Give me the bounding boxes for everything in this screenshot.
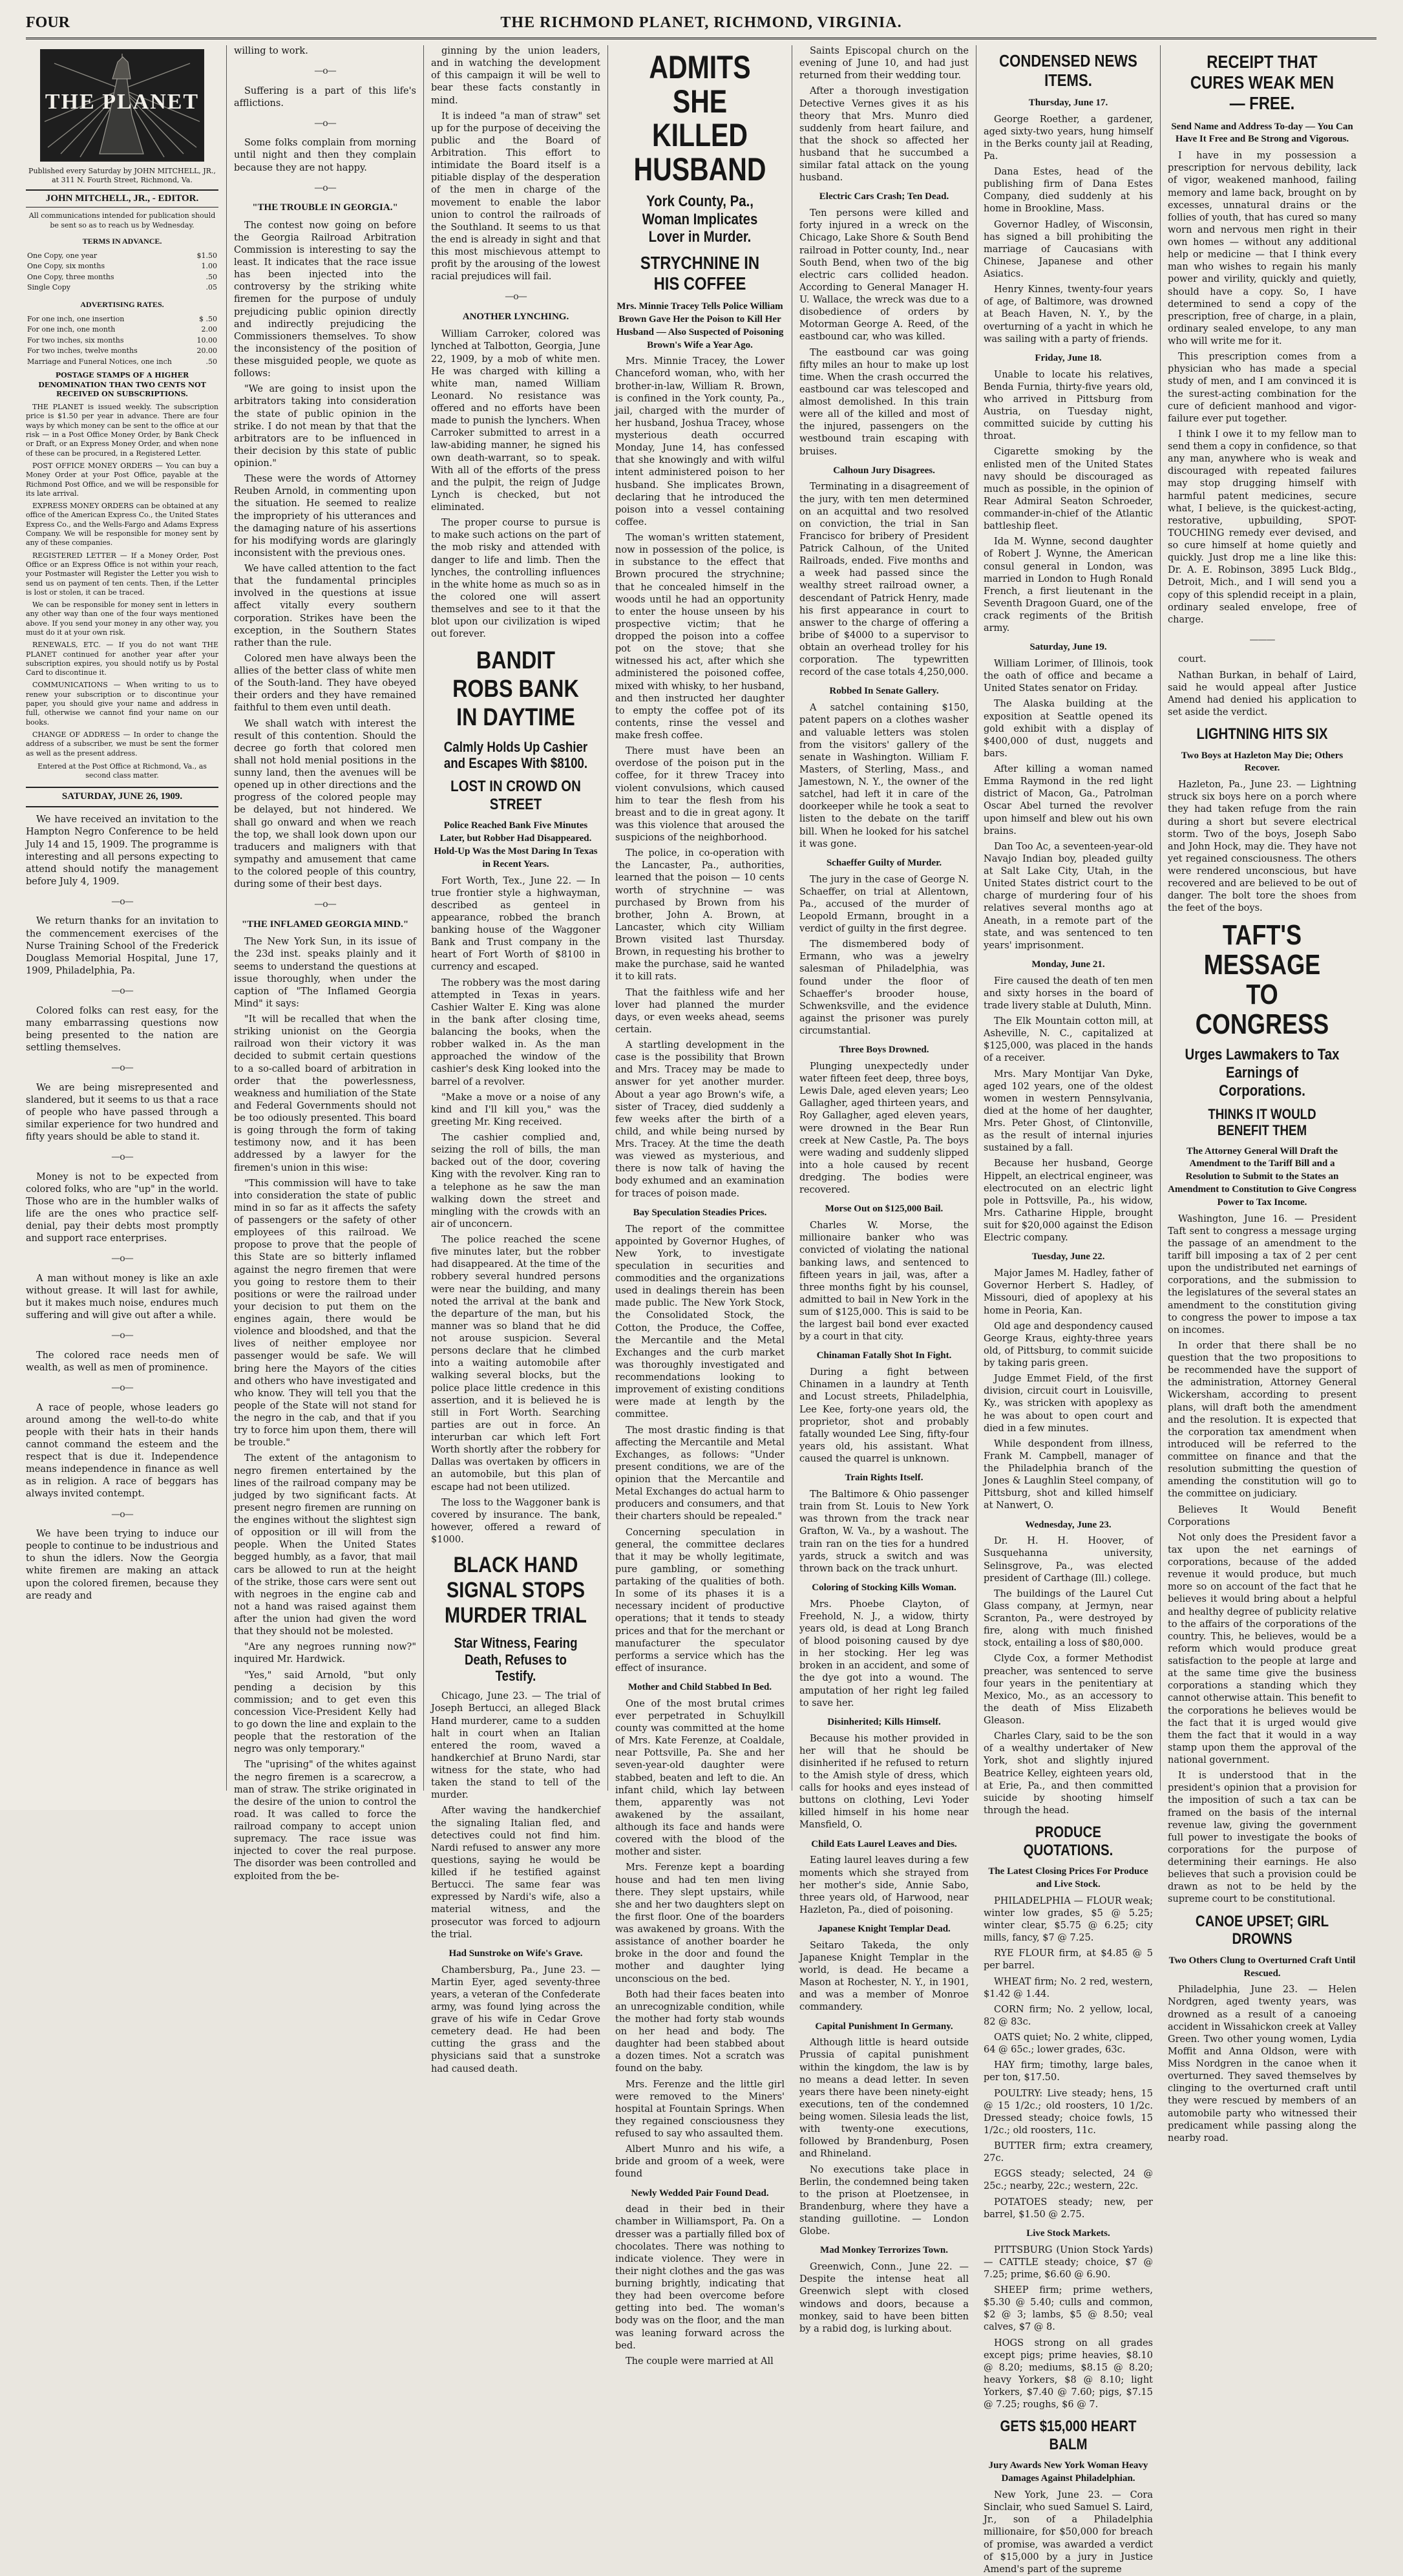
paragraph: POULTRY: Live steady; hens, 15 @ 15 1/2c.; old roosters, 10 1/2c. Dressed steady; choice fowls, 15 1/2c.; old roosters, 11c. (984, 2088, 1153, 2136)
paragraph: Dan Too Ac, a seventeen-year-old Navajo Indian boy, pleaded guilty at Salt Lake City, Utah, in the United States district court to the charge of murdering four of his relatives several months ago at Aneath, in a remote part of the state, and was sentenced to ten years' imprisonment. (984, 841, 1153, 951)
paragraph: Unable to locate his relatives, Benda Furnia, thirty-five years old, who arrived in Pittsburg from Austria, on Tuesday night, committed suicide by cutting his throat. (984, 369, 1153, 442)
paragraph: The woman's written statement, now in possession of the police, is in substance to the effect that Brown procured the strychnine; that he concealed himself in the woods until he had an opportunity to enter the house unseen by his prospective victim; that he dropped the poison into a coffee pot on the stove; that she witnessed his act, after which she administered the poisoned coffee, mixed with whisky, to her husband, and then instructed her daughter to empty the coffee pot of its contents, rinse the vessel and make fresh coffee. (615, 533, 785, 741)
rate-price: 2.00 (201, 325, 217, 334)
article-headline: "THE INFLAMED GEORGIA MIND." (241, 919, 409, 930)
paragraph: Fort Worth, Tex., June 22. — In true frontier style a highwayman, described as genteel in appearance, robbed the branch banking house of the Waggoner Bank and Trust company in the heart of Fort Worth of $8100 in currency and escaped. (431, 875, 600, 973)
article-subhead: Calmly Holds Up Cashier and Escapes With $8100. (443, 738, 588, 771)
paragraph: After waving the handkerchief the signaling Italian fled, and detectives could not find him. Nardi refused to answer any more questions, saying he would be killed if he testified against Bertucci. The same fear was expressed by Nardi's wife, also a material witness, and the prosecutor was forced to adjourn the trial. (431, 1805, 600, 1940)
paragraph: RYE FLOUR firm, at $4.85 @ 5 per barrel. (984, 1948, 1153, 1972)
paragraph: Judge Emmet Field, of the first division, circuit court in Louisville, Ky., was stricken with apoplexy as he was about to open court and died in a few minutes. (984, 1374, 1153, 1434)
terms-table (26, 251, 218, 293)
article-body (799, 1733, 969, 1832)
rate-price: $1.50 (196, 251, 217, 260)
divider: —o— (314, 118, 336, 129)
article-subhead: STRYCHNINE IN HIS COFFEE (640, 252, 760, 293)
paragraph: The loss to the Waggoner bank is covered by insurance. The bank, however, offered a reward of $1000. (431, 1497, 600, 1545)
paragraph: Plunging unexpectedly under water fifteen feet deep, three boys, Lewis Dale, aged eleven years; Leo Gallagher, aged thirteen years, and Roy Gallagher, aged eleven years, were drowned in the Bear Run creek at New Castle, Pa. The boys were wading and suddenly slipped into a hole caused by recent dredging. The bodies were recovered. (799, 1061, 969, 1196)
paper-title: THE RICHMOND PLANET, RICHMOND, VIRGINIA. (500, 14, 902, 31)
article-body (984, 658, 1153, 952)
article-body (799, 1855, 969, 1917)
article-body (984, 1895, 1153, 2221)
paragraph: Philadelphia, June 23. — Helen Nordgren, aged twenty years, was drowned as a result of a canoeing accident in Wissahickon creek at Valley Green. Two other young women, Lydia Moffit and Anna Oldson, were with Miss Nordgren in the canoe when it overturned. They saved themselves by clinging to the overturned craft until they were rescued by members of an automobile party who witnessed their predicament while passing along the nearby road. (1168, 1985, 1356, 2144)
paragraph: Both had their faces beaten into an unrecognizable condition, while the mother had forty stab wounds on her head and body. The daughter had been stabbed about a dozen times. Not a scratch was found on the baby. (615, 1989, 785, 2074)
paragraph: Ida M. Wynne, second daughter of Robert J. Wynne, the American consul general in London, was married in London to Hugh Ronald French, a first lieutenant in the Seventh Dragoon Guard, one of the crack regiments of the British army. (984, 537, 1153, 634)
article-body (431, 328, 600, 641)
paragraph: COMMUNICATIONS — When writing to us to renew your subscription or to discontinue your paper, you should give your name and address in full, otherwise we cannot find your name on our books. (26, 681, 218, 727)
editorial-paragraphs (26, 814, 218, 1602)
paragraph: We have called attention to the fact that the fundamental principles involved in the questions at issue affect vitally every southern corporation. Strikes have been the exception, in the Southern States rather than the rule. (234, 564, 416, 648)
paragraph: HAY firm; timothy, large bales, per ton, $17.50. (984, 2060, 1153, 2083)
table-row (26, 314, 218, 325)
paragraph: The eastbound car was going fifty miles an hour to make up lost time. When the crash occurred the eastbound car was telescoped and almost demolished. In this train were all of the killed and most of the injured, passengers on the westbound train escaping with bruises. (799, 347, 969, 457)
article-body (984, 1268, 1153, 1512)
article-headline: Three Boys Drowned. (839, 1045, 929, 1056)
article-body (799, 702, 969, 851)
paragraph: Because his mother provided in her will that he should be disinherited if he refused to return to the Amish style of dress, which calls for hooks and eyes instead of buttons on clothing, Levi Yoder killed himself in his home near Mansfield, O. (799, 1733, 969, 1831)
table-row (26, 335, 218, 346)
paragraph: Charles W. Morse, the millionaire banker who was convicted of violating the national banking laws, and sentenced to fifteen years in jail, was, after a three months fight by his counsel, admitted to bail in New York in the sum of $125,000. This is said to be the largest bail bond ever exacted by a court in that city. (799, 1220, 969, 1343)
paragraph: The cashier complied and, seizing the roll of bills, the man backed out of the door, covering King with the revolver. King ran to a telephone as he saw the man walking down the street and mingling with the crowds with an air of unconcern. (431, 1133, 600, 1229)
editor-line: JOHN MITCHELL, JR., - EDITOR. (26, 189, 218, 208)
divider: —o— (314, 899, 336, 910)
article-body (799, 2037, 969, 2238)
article-headline: PRODUCE QUOTATIONS. (1023, 1824, 1113, 1859)
article-headline: Newly Wedded Pair Found Dead. (631, 2187, 769, 2198)
article-subhead: Two Others Clung to Overturned Craft Until Rescued. (1168, 1955, 1356, 1979)
paragraph: SHEEP firm; prime wethers, $5.30 @ 5.40; culls and common, $2 @ 3; lambs, $5 @ 8.50; veal calves, $7 @ 8. (984, 2285, 1153, 2333)
paragraph: CORN firm; No. 2 yellow, local, 82 @ 83c. (984, 2004, 1153, 2027)
article-body (1168, 654, 1356, 719)
column-5 (799, 45, 969, 2334)
logo-text: THE PLANET (45, 90, 200, 114)
paragraph: George Roether, a gardener, aged sixty-two years, hung himself in the Berks county jail at Reading, Pa. (984, 114, 1153, 162)
paragraph: During a fight between Chinamen in a laundry at Tenth and Locust streets, Philadelphia, Lee Kee, forty-one years old, the proprietor, shot and probably fatally wounded Lee Sing, fifty-four years old, his assistant. What caused the quarrel is unknown. (799, 1367, 969, 1465)
paragraph: The extent of the antagonism to negro firemen entertained by the lines of the railroad company may be judged by two significant facts. At present negro firemen are running on the engines without the slightest sign of opposition or ill will from the people. When the United States begged humbly, as a favor, that mail cars be allowed to run at the height of the strike, those cars were sent out with negroes in the engine cab and not a hand was raised against them after the union had given the word that they should not be molested. (234, 1453, 416, 1637)
article-body (1168, 779, 1356, 915)
article-headline: Mad Monkey Terrorizes Town. (819, 2245, 949, 2256)
paragraph: A race of people, whose leaders go around among the well-to-do white people with their hats in their hands cannot command the esteem and the respect that is due it. Independence means independence in finance as well as in religion. A race of beggars has always invited contempt. (26, 1402, 218, 1500)
paragraph: REGISTERED LETTER — If a Money Order, Post Office or an Express Office is not within your reach, your Postmaster will Register the Letter you wish to send us on payment of ten cents. Then, if the Letter is lost or stolen, it can be traced. (26, 551, 218, 597)
paragraph: The Alaska building at the exposition at Seattle opened its gold exhibit with a display of $400,000 of dust, nuggets and bars. (984, 699, 1153, 759)
paragraph: POST OFFICE MONEY ORDERS — You can buy a Money Order at your Post Office, payable at the Richmond Post Office, and we will be responsible for its late arrival. (26, 461, 218, 498)
article-headline: Coloring of Stocking Kills Woman. (812, 1582, 956, 1593)
paragraph: The buildings of the Laurel Cut Glass company, at Jermyn, near Scranton, Pa., were destroyed by fire, along with much finished stock, entailing a loss of $80,000. (984, 1588, 1153, 1649)
divider: —o— (111, 1063, 133, 1074)
paragraph: Cigarette smoking by the enlisted men of the United States navy should be discouraged as much as possible, in the opinion of Rear Admiral Seaton Schroeder, commander-in-chief of the Atlantic battleship fleet. (984, 447, 1153, 532)
article-subhead: Jury Awards New York Woman Heavy Damages Against Philadelphian. (988, 2460, 1148, 2484)
paragraph: Seitaro Takeda, the only Japanese Knight Templar in the world, is dead. He became a Mason at Rochester, N. Y., in 1901, and was a member of Monroe commandery. (799, 1940, 969, 2013)
paragraph: The Baltimore & Ohio passenger train from St. Louis to New York was thrown from the track near Grafton, W. Va., by a washout. The train ran on the ties for a hundred yards, struck a switch and was thrown back on the track unhurt. (799, 1489, 969, 1574)
article-body (431, 1964, 600, 2076)
paragraph: I have in my possession a prescription for nervous debility, lack of vigor, weakened manhood, failing memory and lame back, brought on by excesses, unnatural drains or the follies of youth, that has cured so many worn and nervous men right in their own homes — without any additional help or medicine — that I think every man who wishes to regain his manly power and virility, quickly and quietly, should have a copy. So, I have determined to send a copy of the prescription, free of charge, in a plain, ordinary sealed envelope, to any man who will write me for it. (1168, 151, 1356, 347)
table-row (26, 325, 218, 335)
column-3 (431, 45, 600, 2074)
article-headline: Morse Out on $125,000 Bail. (825, 1204, 944, 1215)
column-rule (1160, 45, 1161, 1791)
article-subhead: Star Witness, Fearing Death, Refuses to Testify. (454, 1635, 578, 1684)
paragraph: Mrs. Phoebe Clayton, of Freehold, N. J., a widow, thirty years old, is dead at Long Branch of blood poisoning caused by dye in her stocking. Her leg was broken in an accident, and some of the dye got into a wound. The amputation of her right leg failed to save her. (799, 1599, 969, 1708)
article-body (984, 2244, 1153, 2412)
paragraph: Washington, June 16. — President Taft sent to congress a message urging the passage of an amendment to the tariff bill imposing a tax of 2 per cent upon the undistributed net earnings of corporations, and the submission to the legislatures of the several states an amendment to the constitution giving to congress the power to impose a tax on incomes. (1168, 1213, 1356, 1336)
paragraph: Saints Episcopal church on the evening of June 10, and had just returned from their wedding tour. (799, 46, 969, 81)
paragraph: The New York Sun, in its issue of the 23d inst. speaks plainly and it seems to understand the questions at issue thoroughly, when under the caption of "The Inflamed Georgia Mind" it says: (234, 937, 416, 1009)
paragraph: The robbery was the most daring attempted in Texas in years. Cashier Walter E. King was alone in the bank after closing time, balancing the books, when the robber walked in. As the man approached the window of the cashier's desk King looked into the barrel of a revolver. (431, 977, 600, 1087)
paragraph: In order that there shall be no question that the two propositions to be recommended have the support of the administration, Attorney General Wickersham, according to present plans, will draft both the amendment and the resolution. It is expected that the corporation tax amendment when introduced will be referred to the committee on finance and that the resolution submitting the question of amending the constitution will go to the committee on judiciary. (1168, 1340, 1356, 1500)
column-7 (1168, 45, 1356, 2144)
divider: —o— (111, 1383, 133, 1394)
rate-label: One Copy, three months (27, 272, 114, 281)
column-1 (26, 45, 218, 1797)
day-heading: Friday, June 18. (1035, 352, 1102, 363)
paragraph: Money is not to be expected from colored folks, who are "up" in the world. Those who are in the humbler walks of life are the ones who practice self-denial, pay their debts most promptly and support race enterprises. (26, 1171, 218, 1244)
paragraph: RENEWALS, ETC. — If you do not want THE PLANET continued for another year after your subscription expires, you should notify us by Postal Card to discontinue it. (26, 641, 218, 677)
paragraph: court. (1178, 654, 1207, 665)
day-heading: Saturday, June 19. (1029, 642, 1107, 653)
article-headline: Had Sunstroke on Wife's Grave. (448, 1948, 583, 1959)
paragraph: EGGS steady; selected, 24 @ 25c.; nearby, 22c.; western, 22c. (984, 2169, 1153, 2192)
article-body (799, 1061, 969, 1197)
rate-price: .50 (206, 357, 217, 366)
article-headline: Schaeffer Guilty of Murder. (826, 857, 942, 868)
day-heading: Thursday, June 17. (1028, 97, 1108, 108)
article-deck: The Attorney General Will Draft the Amendment to the Tariff Bill and a Resolution to Submit to the States an Amendment to Constitution to Give Congress Power to Tax Income. (1168, 1145, 1356, 1208)
paragraph: One of the most brutal crimes ever perpetrated in Schuylkill county was committed at the home of Mrs. Kate Ferenze, at Coaldale, near Pottsville, Pa. She and her seven-year-old daughter were stabbed, beaten and left to die. An infant child, which lay between them, apparently was not awakened by the assailant, although its face and hands were covered with the blood of the mother and sister. (615, 1698, 785, 1858)
paragraph: BUTTER firm; extra creamery, 27c. (984, 2141, 1153, 2164)
paragraph: There must have been an overdose of the poison put in the coffee, for it threw Tracey into violent convulsions, which caused him to tear the flesh from his breast and to die in great agony. It was this violence that aroused the suspicions of the neighborhood. (615, 746, 785, 844)
article-headline: Mother and Child Stabbed In Bed. (628, 1682, 772, 1693)
paragraph: Concerning speculation in general, the committee declares that it may be wholly legitimate, pure gambling, or something partaking of the qualities of both. In some of its phases it is a necessary incident of productive operations; that it tends to steady prices and that for the merchant or manufacturer the speculator performs a service which has the effect of insurance. (615, 1527, 785, 1674)
divider: —o— (111, 1330, 133, 1341)
article-body (615, 2204, 785, 2368)
paragraph: PHILADELPHIA — FLOUR weak; winter low grades, $5 @ 5.25; winter clear, $5.75 @ 6.25; city mills, fancy, $7 @ 7.25. (984, 1895, 1153, 1944)
article-subhead: York County, Pa., Woman Implicates Lover in Murder. (642, 193, 758, 246)
article-headline: Child Eats Laurel Leaves and Dies. (811, 1838, 957, 1849)
paragraph: Dana Estes, head of the publishing firm of Dana Estes Company, died suddenly at his home in Brookline, Mass. (984, 167, 1153, 215)
article-headline: TAFT'S MESSAGE TO CONGRESS (1195, 919, 1329, 1041)
paragraph: Not only does the President favor a tax upon the net earnings of corporations, because of the added revenue it would produce, but much more so on account of the fact that he believes it would bring about a helpful and healthy degree of publicity relative to the affairs of the corporations of the country. This, he believes, would be a reform which would produce great satisfaction to the people at large and at the same time give the business corporations a standing which they cannot otherwise attain. This benefit to the corporations he believes would be the fact that it is urged would give them the fact that it would in a way stamp upon them the approval of the national government. (1168, 1532, 1356, 1766)
article-headline: RECEIPT THAT CURES WEAK MEN — FREE. (1190, 52, 1334, 114)
paragraph: Believes It Would Benefit Corporations (1168, 1504, 1356, 1528)
paragraph: After killing a woman named Emma Raymond in the red light district of Macon, Ga., Patrolman Oscar Abel turned the revolver upon himself and blew out his own brains. (984, 764, 1153, 836)
paragraph: The report of the committee appointed by Governor Hughes, of New York, to investigate speculation in securities and commodities and the organizations used in dealings therein has been made public. The New York Stock, the Consolidated Stock, the Cotton, the Produce, the Coffee, the Mercantile and the Metal Exchanges and the curb market was thoroughly investigated and recommendations looking to improvement of existing conditions were made at length by the committee. (615, 1224, 785, 1420)
article-headline: Chinaman Fatally Shot In Fight. (816, 1350, 952, 1361)
terms-title: TERMS IN ADVANCE. (82, 236, 162, 246)
article-body (799, 1489, 969, 1575)
paragraph: Old age and despondency caused George Kraus, eighty-three years old, of Pittsburg, to commit suicide by taking paris green. (984, 1321, 1153, 1369)
paragraph: Colored men have always been the allies of the better class of white men of the South-land. They have obeyed their orders and they have remained faithful to them even until death. (234, 653, 416, 714)
article-subhead: LOST IN CROWD ON STREET (450, 778, 581, 813)
rate-price: 10.00 (196, 335, 217, 345)
article-headline: CONDENSED NEWS ITEMS. (999, 51, 1137, 90)
adv-title: ADVERTISING RATES. (80, 299, 164, 309)
paragraph: We return thanks for an invitation to the commencement exercises of the Nurse Training School of the Frederick Douglass Memorial Hospital, June 17, 1909, Philadelphia, Pa. (26, 916, 218, 976)
rate-label: For one inch, one month (27, 325, 116, 334)
paragraph: "It will be recalled that when the striking unionist on the Georgia railroad won their victory it was decided to submit certain questions to a so-called board of arbitration in order that the powerlessness, weakness and humiliation of the State and Federal Governments should not be too odiously presented. This board is going through the form of taking testimony now, and it has been addressed by a lawyer for the firemen's union in this wise: (234, 1014, 416, 1173)
article-body (984, 2489, 1153, 2576)
rate-price: $ .50 (199, 314, 217, 323)
paragraph: Terminating in a disagreement of the jury, with ten men determined on an acquittal and two resolved on conviction, the trial in San Francisco for bribery of President Patrick Calhoun, of the United Railroads, ended. Five months and a week had passed since the wealthy street railroad owner, a descendant of Patrick Henry, made his first appearance in court to answer to the charge of offering a bribe of $4000 to a supervisor to obtain an overhead trolley for his corporation. The typewritten record of the case totals 4,250,000. (799, 482, 969, 678)
short-items (234, 85, 416, 175)
paragraph: ginning by the union leaders, and in watching the development of this campaign it will be well to bear these facts constantly in mind. (431, 46, 600, 106)
paragraph: That the faithless wife and her lover had planned the murder days, or even weeks ahead, seems certain. (615, 987, 785, 1035)
rate-price: .05 (206, 283, 217, 292)
paragraph: Nathan Burkan, in behalf of Laird, said he would appeal after Justice Amend had denied his application to set aside the verdict. (1168, 670, 1356, 718)
paragraph: CHANGE OF ADDRESS — In order to change the address of a subscriber, we must be sent the former as well as the present address. (26, 730, 218, 758)
paragraph: Charles Clary, said to be the son of a wealthy undertaker of New York, shot and slightly injured Beatrice Kelley, eighteen years old, at Erie, Pa., and then committed suicide by shooting himself through the head. (984, 1731, 1153, 1816)
paragraph: Suffering is a part of this life's afflictions. (234, 85, 416, 109)
paragraph: While despondent from illness, Frank M. Campbell, manager of the Philadelphia branch of the Jones & Laughlin Steel company, of Pittsburg, shot and killed himself at Nanwert, O. (984, 1438, 1153, 1511)
article-body (799, 481, 969, 679)
paragraph: A startling development in the case is the possibility that Brown and Mrs. Tracey may be made to answer for yet another murder. About a year ago Brown's wife, a sister of Tracey, died suddenly a few weeks after the birth of a child, and while being nursed by Mrs. Tracey. At the time the death was viewed as mysterious, and there is now talk of having the body exhumed and an examination for traces of poison made. (615, 1040, 785, 1199)
paragraph: HOGS strong on all grades except pigs; prime heavies, $8.10 @ 8.20; mediums, $8.15 @ 8.20; heavy Yorkers, $8 @ 8.10; light Yorkers, $7.40 @ 7.60; pigs, $7.15 @ 7.25; roughs, $6 @ 7. (984, 2337, 1153, 2411)
paragraph: Albert Munro and his wife, a bride and groom of a week, were found (615, 2144, 785, 2180)
paragraph: We are being misrepresented and slandered, but it seems to us that a race of people who have passed through a similar experience for two hundred and fifty years should be able to stand it. (26, 1082, 218, 1143)
article-headline: ANOTHER LYNCHING. (462, 311, 569, 322)
paragraph: The police, in co-operation with the Lancaster, Pa., authorities, learned that the poison — 10 cents worth of strychnine — was purchased by Brown from his brother, John A. Brown, at Lancaster, which city William Brown visited last Thursday. Brown, in requesting his brother to make the purchase, said he wanted it to kill rats. (615, 848, 785, 983)
paragraph: The Elk Mountain cotton mill, at Asheville, N. C., capitalized at $125,000, was placed in the hands of a receiver. (984, 1016, 1153, 1064)
paragraph: Dr. H. H. Hoover, of Susquehanna university, Selinsgrove, Pa., was elected president of Carthage (Ill.) college. (984, 1536, 1153, 1584)
paragraph: Mrs. Ferenze kept a boarding house and had ten men living there. They slept upstairs, while she and her two daughters slept on the first floor. One of the boarders was awakened by groans. With the assistance of another boarder he broke in the door and found the mother and daughter lying unconscious on the bed. (615, 1862, 785, 1985)
entered-note: Entered at the Post Office at Richmond, Va., as second class matter. (37, 761, 207, 780)
article-body (984, 1535, 1153, 1817)
paragraph: The most drastic finding is that affecting the Mercantile and Metal Exchanges, as follows: "Under present conditions, we are of the opinion that the Mercantile and Metal Exchanges do actual harm to producers and consumers, and that their charters should be repealed." (615, 1425, 785, 1522)
column-rule (226, 45, 227, 1791)
paragraph: Chicago, June 23. — The trial of Joseph Bertucci, an alleged Black Hand murderer, came to a sudden halt in court when an Italian entered the room, waved a handkerchief at Bruno Nardi, star witness for the state, who had taken the stand to tell of the murder. (431, 1691, 600, 1801)
paragraph: The jury in the case of George N. Schaeffer, on trial at Allentown, Pa., accused of the murder of Leopold Ermann, brought in a verdict of guilty in the first degree. (799, 874, 969, 935)
article-headline: Calhoun Jury Disagrees. (833, 465, 935, 476)
rate-label: One Copy, one year (27, 251, 98, 260)
paragraph: "We are going to insist upon the arbitrators taking into consideration the state of public opinion in the strike. I do not mean by that that the arbitrators are to be influenced in their decision by this state of public opinion." (234, 384, 416, 469)
column-2 (234, 45, 416, 1882)
article-headline: Robbed In Senate Gallery. (829, 686, 939, 697)
paragraph: The police reached the scene five minutes later, but the robber had disappeared. At the time of the robbery several hundred persons were near the building, and many noted the arrival at the bank and the departure of the man, but his manner was so bland that he did not arouse suspicion. Several persons declare that he climbed into a waiting automobile after walking several blocks, but the police place little credence in this assertion, and it is believed he is still in Fort Worth. Searching parties are out in force. An interurban car which left Fort Worth shortly after the robbery for Dallas was overtaken by officers in an automobile, but this plan of escape had not been utilized. (431, 1235, 600, 1493)
article-headline: GETS $15,000 HEART BALM (1000, 2418, 1137, 2453)
article-subhead: Urges Lawmakers to Tax Earnings of Corporations. (1185, 1046, 1340, 1100)
paragraph: Governor Hadley, of Wisconsin, has signed a bill prohibiting the marriage of Caucasians with Chinese, Japanese and other Asiatics. (984, 219, 1153, 280)
paragraph: Clyde Cox, a former Methodist preacher, was sentenced to serve four years in the penitentiary at Mexico, Mo., as an accessory to the death of Miss Elizabeth Gleason. (984, 1654, 1153, 1727)
paragraph: THE PLANET is issued weekly. The subscription price is $1.50 per year in advance. There are four ways by which money can be sent to the office at our risk — in a Post Office Money Order, by Bank Check or Draft, or an Express Money Order, and when none of these can be procured, in a Registered Letter. (26, 403, 218, 458)
paragraph: "Yes," said Arnold, "but only pending a decision by this commission; and to get even this concession Vice-President Kelly had to go down the line and explain to the people that the restoration of the negro was only temporary." (234, 1670, 416, 1755)
masthead (26, 12, 1377, 39)
article-body (799, 2261, 969, 2336)
subscription-notices (26, 403, 218, 758)
paragraph: PITTSBURG (Union Stock Yards) — CATTLE steady; choice, $7 @ 7.25; prime, $6.60 @ 6.90. (984, 2244, 1153, 2280)
page-number: FOUR (26, 14, 70, 31)
article-headline: Train Rights Itself. (845, 1473, 923, 1484)
article-body (799, 208, 969, 458)
paragraph: The proper course to pursue is to make such actions on the part of the mob risky and attended with danger to life and limb. Then the lynches, the controlling influences in the white home as much so as in the colored one will assert themselves and see to it that the blot upon our civilization is wiped out forever. (431, 518, 600, 640)
article-body (1168, 150, 1356, 626)
paragraph: Mrs. Minnie Tracey, the Lower Chanceford woman, who, with her brother-in-law, William R. Brown, is confined in the York county, Pa., jail, charged with the murder of her husband, Joshua Tracey, whose mysterious death occurred Monday, June 14, has confessed that she knowingly and with wilful intent administered poison to her husband. She implicates Brown, declaring that he introduced the poison into a vessel containing coffee. (615, 356, 785, 527)
article-headline: CANOE UPSET; GIRL DROWNS (1195, 1912, 1329, 1948)
paragraph: I think I owe it to my fellow man to send them a copy in confidence, so that any man, anywhere who is weak and discouraged with repeated failures may stop drugging himself with harmful patent medicines, secure what, I believe, is the quickest-acting, restorative, upbuilding, SPOT-TOUCHING remedy ever devised, and so cure himself at home quietly and quickly. Just drop me a line like this: Dr. A. E. Robinson, 3895 Luck Bldg., Detroit, Mich., and I will send you a copy of this splendid receipt in a plain, ordinary sealed envelope, free of charge. (1168, 429, 1356, 625)
divider: —o— (111, 1509, 133, 1520)
article-subhead: Send Name and Address To-day — You Can Have It Free and Be Strong and Vigorous. (1171, 121, 1353, 145)
paragraph: Greenwich, Conn., June 22. — Despite the intense heat all Greenwich slept with closed windows and doors, because a monkey, said to have been bitten by a rabid dog, is lurking about. (799, 2262, 969, 2334)
table-row (26, 272, 218, 283)
paragraph: No executions take place in Berlin, the condemned being taken to the prison at Ploetzensee, in Brandenburg, where they have a standing guillotine. — London Globe. (799, 2164, 969, 2237)
paragraph: Some folks complain from morning until night and then they complain because they are not happy. (234, 138, 416, 173)
divider: —o— (111, 897, 133, 907)
paragraph: Chambersburg, Pa., June 23. — Martin Eyer, aged seventy-three years, a veteran of the Confederate army, was found lying across the grave of his wife in Cedar Grove cemetery dead. He had been cutting the grass and the physicians said that a sunstroke had caused death. (431, 1964, 600, 2074)
article-headline: "THE TROUBLE IN GEORGIA." (252, 202, 398, 213)
table-row (26, 251, 218, 262)
article-body (1168, 1984, 1356, 2145)
article-body (615, 356, 785, 1200)
article-body (799, 1599, 969, 1710)
article-body (234, 936, 416, 1882)
paragraph: We have received an invitation to the Hampton Negro Conference to be held July 14 and 15, 1909. The programme is interesting and all persons expecting to attend should notify the management before July 4, 1909. (26, 814, 218, 887)
paragraph: We have been trying to induce our people to continue to be industrious and to shun the idlers. Now the Georgia white firemen are making an attack upon the colored firemen, because they are ready and (26, 1529, 218, 1601)
column-rule (423, 45, 424, 1791)
day-heading: Tuesday, June 22. (1031, 1251, 1105, 1262)
divider: —o— (111, 1152, 133, 1163)
divider: —o— (111, 1253, 133, 1264)
table-row (26, 346, 218, 357)
paragraph: The couple were married at All (626, 2356, 774, 2367)
column-rule (607, 45, 608, 1791)
rate-price: 1.00 (201, 262, 217, 271)
paragraph: The contest now going on before the Georgia Railroad Arbitration Commission is interesting to say the least. It indicates that the race issue has been injected into the controversy by the striking white firemen for the purpose of unduly prejudicing public opinion directly and indirectly prejudicing the Commissioners themselves. To show the inconsistency of the position of these misguided people, we quote as follows: (234, 220, 416, 379)
article-body (799, 45, 969, 184)
divider: ——— (1249, 634, 1275, 645)
paragraph: WHEAT firm; No. 2 red, western, $1.42 @ 1.44. (984, 1976, 1153, 1999)
paragraph: William Lorimer, of Illinois, took the oath of office and became a United States senator on Friday. (984, 659, 1153, 694)
table-row (26, 261, 218, 272)
article-body (234, 220, 416, 891)
paragraph: Ten persons were killed and forty injured in a wreck on the Chicago, Lake Shore & South Bend railroad in Potter county, Ind., near South Bend, when two of the big electric cars collided headon. According to General Manager H. U. Wallace, the wreck was due to a disobedience of orders by Motorman George A. Reed, of the eastbound car, who was killed. (799, 208, 969, 343)
paragraph: Although little is heard outside Prussia of capital punishment within the kingdom, the law is by no means a dead letter. In seven years there have been ninety-eight executions, ten of the condemned being women. Silesia leads the list, with twenty-one executions, followed by Brandenburg, Posen and Rhineland. (799, 2038, 969, 2160)
rate-label: For two inches, twelve months (27, 346, 138, 356)
postage-note: POSTAGE STAMPS OF A HIGHER DENOMINATION THAN TWO CENTS NOT RECEIVED ON SUBSCRIPTIONS. (38, 371, 206, 398)
rate-label: For one inch, one insertion (27, 314, 125, 323)
paragraph: POTATOES steady; new, per barrel, $1.50 @ 2.75. (984, 2197, 1153, 2220)
article-body (431, 1690, 600, 1941)
paragraph: These were the words of Attorney Reuben Arnold, in commenting upon the situation. He seemed to realize the impropriety of his utterances and the damaging nature of his assertions for his modifying words are glaringly inconsistent with the previous ones. (234, 474, 416, 559)
divider: —o— (314, 182, 336, 193)
paragraph: Hazleton, Pa., June 23. — Lightning struck six boys here on a porch where they had taken refuge from the rain during a short but severe electrical storm. Two of the boys, Joseph Sabo and John Hock, may die. They have not yet regained consciousness. The others were rendered unconscious, but have recovered and are believed to be out of danger. The bolt tore the shoes from the feet of the boys. (1168, 780, 1356, 914)
article-headline: Disinherited; Kills Himself. (827, 1716, 941, 1727)
paragraph: The "uprising" of the whites against the negro firemen is a scarecrow, a man of straw. The strike originated in the desire of the union to control the road. It was called to force the railroad company to accept union supremacy. The race issue was injected to cover the real purpose. The disorder was been controlled and exploited from the be- (234, 1760, 416, 1882)
paragraph: After a thorough investigation Detective Vernes gives it as his theory that Mrs. Munro died suddenly from heart failure, and that the shock so affected her husband that he succumbed a similar fatal attack on the young husband. (799, 86, 969, 184)
article-body (984, 975, 1153, 1245)
article-body (799, 1940, 969, 2014)
divider: —o— (505, 292, 527, 303)
paragraph: OATS quiet; No. 2 white, clipped, 64 @ 65c.; lower grades, 63c. (984, 2032, 1153, 2056)
advertising-table (26, 314, 218, 368)
paragraph: This prescription comes from a physician who has made a special study of men, and I am convinced it is the surest-acting combination for the cure of deficient manhood and vigor-failure ever put together. (1168, 352, 1356, 424)
paragraph: We can be responsible for money sent in letters in any other way than one of the four ways mentioned above. If you send your money in any other way, you must do it at your own risk. (26, 601, 218, 637)
article-headline: Bay Speculation Steadies Prices. (633, 1207, 767, 1218)
issue-date: SATURDAY, JUNE 26, 1909. (26, 787, 218, 807)
article-subhead: The Latest Closing Prices For Produce and Live Stock. (988, 1866, 1148, 1890)
divider: —o— (111, 986, 133, 997)
column-6 (984, 45, 1153, 2575)
article-deck: Police Reached Bank Five Minutes Later, but Robber Had Disappeared. Hold-Up Was the Most Daring In Texas in Recent Years. (434, 820, 598, 869)
column-4 (615, 45, 785, 2367)
article-body (431, 45, 600, 283)
paragraph: Eating laurel leaves during a few moments which she strayed from her mother's side, Annie Sabo, three years old, of Harwood, near Hazleton, Pa., died of poisoning. (799, 1855, 969, 1915)
paragraph: "This commission will have to take into consideration the state of public mind in so far as it affects the safety of passengers or the safety of other employees of this railroad. We propose to prove that the people of this State are so bitterly inflamed against the negro firemen that were you going to restore them to their positions or were the railroad under your decision to put them on the engines again, there would be violence and bloodshed, and that the lives of neither employee nor passenger would be safe. We will bring here the Mayors of the cities and others who have investigated and who know. They will tell you that the people of the State will not stand for the negro in the cab, and that if you try to force him upon them, there will be trouble." (234, 1178, 416, 1449)
divider: —o— (314, 66, 336, 77)
paragraph: A satchel containing $150, patent papers on a clothes washer and valuable letters was stolen from the visitors' gallery of the senate in Washington. William F. Masters, of Sterling, Mass., and Jamestown, N. Y., the owner of the satchel, had left it in care of the doorkeeper while he took a seat to listen to the debate on the tariff bill. When he looked for his satchel it was gone. (799, 703, 969, 849)
article-headline: ADMITS SHE KILLED HUSBAND (633, 49, 766, 187)
communications-note: All communications intended for publication should be sent so as to reach us by Wednesday. (28, 211, 216, 229)
article-body (431, 875, 600, 1547)
article-headline: Capital Punishment In Germany. (815, 2021, 953, 2032)
paragraph: The dismembered body of Ermann, who was a jewelry salesman of Philadelphia, was found under the floor of Schaeffer's brooder house, Schwenksville, and the evidence against the prisoner was purely circumstantial. (799, 939, 969, 1037)
article-body (799, 1367, 969, 1465)
paragraph: Major James M. Hadley, father of Governor Herbert S. Hadley, of Missouri, died of apoplexy at his home in Peoria, Kan. (984, 1268, 1153, 1316)
paragraph: Mrs. Ferenze and the little girl were removed to the Miners' hospital at Fountain Springs. When they regained consciousness they refused to say who assaulted them. (615, 2079, 785, 2140)
day-heading: Wednesday, June 23. (1025, 1519, 1112, 1530)
rate-label: One Copy, six months (27, 262, 105, 271)
table-row (26, 357, 218, 368)
article-body (615, 1698, 785, 2181)
rate-label: For two inches, six months (27, 335, 124, 345)
article-body (615, 1224, 785, 1676)
article-headline: Electric Cars Crash; Ten Dead. (819, 191, 949, 202)
article-headline: Japanese Knight Templar Dead. (818, 1924, 951, 1935)
paragraph: "Are any negroes running now?" inquired Mr. Hardwick. (234, 1642, 416, 1665)
article-headline: BANDIT ROBS BANK IN DAYTIME (452, 647, 579, 731)
paragraph: A man without money is like an axle without grease. It will last for awhile, but it makes much noise, endures much suffering and will give out after a while. (26, 1273, 218, 1321)
paragraph: The colored race needs men of wealth, as well as men of prominence. (26, 1350, 218, 1373)
paragraph: "Make a move or a noise of any kind and I'll kill you," was the greeting Mr. King received. (431, 1092, 600, 1127)
rate-price: .50 (206, 272, 217, 281)
article-subhead: Two Boys at Hazleton May Die; Others Recover. (1181, 750, 1344, 774)
table-row (26, 282, 218, 293)
paragraph: It is understood that in the president's opinion that a provision for the imposition of such a tax can be framed on the basis of the internal revenue law, giving the government full power to investigate the books of corporations for the purpose of determining their earnings. He also believes that such a provision could be drawn as not to be held by the supreme court to be constitutional. (1168, 1771, 1356, 1905)
paragraph: Henry Kinnes, twenty-four years of age, of Baltimore, was drowned at Beach Haven, N. Y., by the overturning of a yacht in which he was sailing with a party of friends. (984, 284, 1153, 345)
article-headline: LIGHTNING HITS SIX (1196, 725, 1328, 743)
article-subhead: THINKS IT WOULD BENEFIT THEM (1208, 1106, 1316, 1139)
paragraph: Fire caused the death of ten men and sixty horses in the board of trade livery stable at Duluth, Minn. (984, 975, 1153, 1011)
article-deck: Mrs. Minnie Tracey Tells Police William Brown Gave Her the Poison to Kill Her Husband — Also Suspected of Poisoning Brown's Wife a Year Ago. (616, 301, 784, 350)
paragraph: willing to work. (234, 46, 308, 56)
planet-logo (40, 49, 204, 162)
paragraph: dead in their bed in their chamber in Williamsport, Pa. On a dresser was a partially filled box of chocolates. There was nothing to indicate violence. They were in their night clothes and the gas was burning brightly, indicating that they had been overcome before getting into bed. The woman's body was on the floor, and the man was leaning forward across the bed. (615, 2204, 785, 2351)
rate-label: Marriage and Funeral Notices, one inch (27, 357, 172, 366)
day-heading: Monday, June 21. (1031, 959, 1105, 970)
paragraph: EXPRESS MONEY ORDERS can be obtained at any office of the American Express Co., the United States Express Co., and the Wells-Fargo and Adams Express Company. We will be responsible for money sent by any of these companies. (26, 502, 218, 548)
paragraph: Because her husband, George Hippelt, an electrical engineer, was electrocuted on an electric light pole in Pottsville, Pa., his widow, Mrs. Catharine Hipple, brought suit for $20,000 against the Edison Electric company. (984, 1158, 1153, 1244)
paragraph: New York, June 23. — Cora Sinclair, who sued Samuel S. Laird, Jr., son of a Philadelphia millionaire, for $50,000 for breach of promise, was awarded a verdict of $15,000 by a jury in Justice Amend's part of the supreme (984, 2490, 1153, 2575)
paragraph: It is indeed "a man of straw" set up for the purpose of deceiving the public and the Board of Arbitration. This effort to intimidate the Board itself is a pitiable display of the desperation of the men in charge of the movement to enable the labor union to control the railroads of the Southland. It seems to us that the end is already in sight and that this most mischievous attempt to profit by the arousing of the lowest racial prejudices will fail. (431, 111, 600, 282)
article-headline: BLACK HAND SIGNAL STOPS MURDER TRIAL (445, 1553, 587, 1628)
paragraph: Mrs. Mary Montijar Van Dyke, aged 102 years, one of the oldest women in western Pennsylvania, died at the home of her daughter, Mrs. Peter Ghost, of Clintonville, as the result of internal injuries sustained by a fall. (984, 1069, 1153, 1154)
article-body (984, 369, 1153, 635)
paragraph: We shall watch with interest the result of this contention. Should the decree go forth that colored men shall not hold menial positions in the sunny land, then the avenues will be opened up in other directions and the progress of the colored people may be delayed, but not hindered. We shall go onward and when we reach the top, we shall look down upon our traducers and maligners with that sympathy and amusement that came to the colored people of this country, during some of their best days. (234, 718, 416, 890)
rate-label: Single Copy (27, 283, 70, 292)
rate-price: 20.00 (196, 346, 217, 356)
paragraph: Colored folks can rest easy, for the many embarrassing questions now being presented to the nation are settling themselves. (26, 1005, 218, 1053)
article-body (1168, 1213, 1356, 1906)
publisher-line: Published every Saturday by JOHN MITCHELL, JR., at 311 N. Fourth Street, Richmond, Va. (28, 167, 216, 185)
article-body (984, 114, 1153, 346)
paragraph: William Carroker, colored was lynched at Talbotton, Georgia, June 22, 1909, by a mob of white men. He was charged with killing a white man, named William Leonard. No resistance was offered and no efforts have been made to punish the lynchers. When Carroker submitted to arrest in a law-abiding manner, he signed his own death-warrant, so to speak. With all of the efforts of the press and the pulpit, the reign of Judge Lynch is checked, but not eliminated. (431, 329, 600, 513)
article-body (799, 874, 969, 1038)
article-headline: Live Stock Markets. (1026, 2228, 1110, 2239)
article-body (799, 1220, 969, 1343)
